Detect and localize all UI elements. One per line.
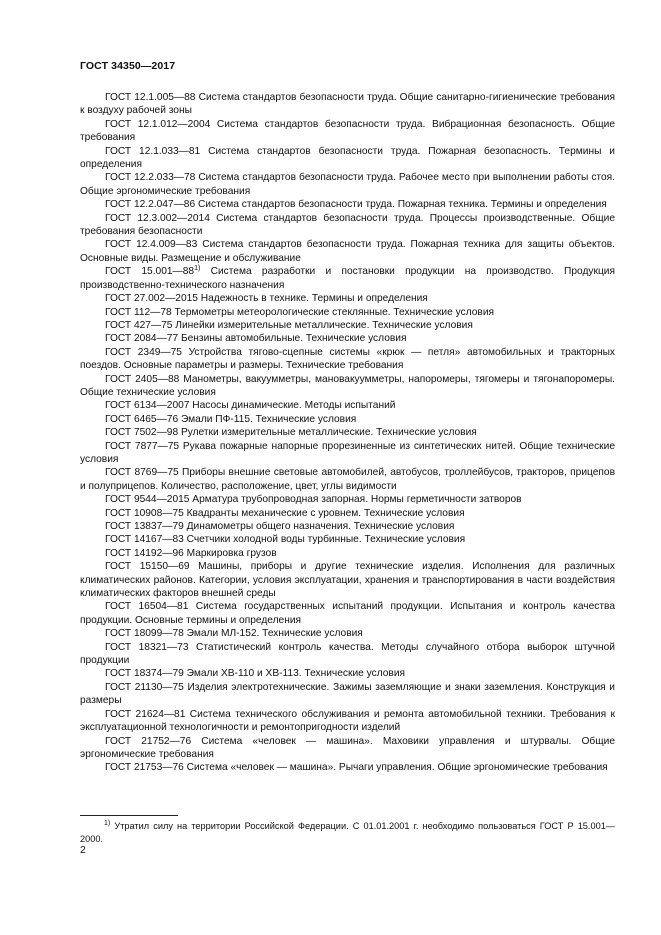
reference-item: ГОСТ 15150—69 Машины, приборы и другие технические изделия. Исполнения для различных климатических районов. Категории, условия эксплуатации, хранения и транспортирования в части воздействия климатических факторов внешней среды (80, 561, 615, 600)
reference-item: ГОСТ 10908—75 Квадранты механические с уровнем. Технические условия (105, 507, 465, 519)
reference-item: ГОСТ 21753—76 Система «человек — машина». Рычаги управления. Общие эргономические требования (105, 762, 608, 774)
reference-item: ГОСТ 16504—81 Система государственных испытаний продукции. Испытания и контроль качества продукции. Основные термины и определения (80, 601, 615, 626)
reference-item: ГОСТ 6465—76 Эмали ПФ-115. Технические условия (105, 413, 357, 425)
reference-item: ГОСТ 12.3.002—2014 Система стандартов безопасности труда. Процессы производственные. Общие требования безопасности (80, 212, 615, 238)
reference-item: ГОСТ 14192—96 Маркировка грузов (105, 547, 277, 559)
reference-item: ГОСТ 12.1.005—88 Система стандартов безопасности труда. Общие санитарно-гигиенические требования к воздуху рабочей зоны (80, 92, 615, 117)
reference-item: ГОСТ 7502—98 Рулетки измерительные металлические. Технические условия (105, 427, 477, 439)
footnote-marker: 1) (104, 820, 111, 827)
reference-item: ГОСТ 21130—75 Изделия электротехнические. Зажимы заземляющие и знаки заземления. Конструкция и размеры (80, 681, 615, 707)
reference-item (80, 265, 615, 292)
reference-item: ГОСТ 27.002—2015 Надежность в технике. Термины и определения (105, 293, 428, 305)
reference-item: ГОСТ 18321—73 Статистический контроль качества. Методы случайного отбора выборок штучной продукции (80, 641, 615, 667)
footnote-text: Утратил силу на территории Российской Федерации. С 01.01.2001 г. необходимо пользоваться ГОСТ Р 15.001—2000. (80, 821, 615, 844)
reference-item: ГОСТ 21624—81 Система технического обслуживания и ремонта автомобильной техники. Требования к эксплуатационной технологичности и ремонтопригодности изделий (80, 708, 615, 734)
document-header: ГОСТ 34350—2017 (80, 60, 176, 72)
reference-item: ГОСТ 14167—83 Счетчики холодной воды турбинные. Технические условия (105, 534, 466, 546)
reference-code: ГОСТ 15.001—88 (105, 266, 195, 278)
reference-item: ГОСТ 9544—2015 Арматура трубопроводная запорная. Нормы герметичности затворов (105, 494, 522, 506)
reference-item: ГОСТ 12.2.033—78 Система стандартов безопасности труда. Рабочее место при выполнении работы стоя. Общие эргономические требования (80, 172, 615, 197)
footnote-marker: 1) (194, 265, 201, 273)
reference-item: ГОСТ 2084—77 Бензины автомобильные. Технические условия (105, 333, 407, 345)
reference-item: ГОСТ 12.4.009—83 Система стандартов безопасности труда. Пожарная техника для защиты объектов. Основные виды. Размещение и обслуживание (80, 239, 615, 264)
reference-item: ГОСТ 13837—79 Динамометры общего назначения. Технические условия (105, 521, 455, 532)
page-number: 2 (80, 844, 86, 856)
reference-item: ГОСТ 12.1.012—2004 Система стандартов безопасности труда. Вибрационная безопасность. Общие требования (80, 118, 615, 144)
reference-item: ГОСТ 112—78 Термометры метеорологические стеклянные. Технические условия (105, 306, 495, 318)
reference-item: ГОСТ 2349—75 Устройства тягово-сцепные системы «крюк — петля» автомобильных и тракторных поездов. Основные параметры и размеры. Технические требования (80, 346, 615, 372)
reference-item: ГОСТ 12.2.047—86 Система стандартов безопасности труда. Пожарная техника. Термины и определения (105, 199, 607, 211)
reference-item: ГОСТ 427—75 Линейки измерительные металлические. Технические условия (105, 319, 473, 331)
reference-item: ГОСТ 6134—2007 Насосы динамические. Методы испытаний (105, 400, 396, 412)
reference-item: ГОСТ 7877—75 Рукава пожарные напорные прорезиненные из синтетических нитей. Общие технические условия (80, 440, 615, 465)
reference-item: ГОСТ 18099—78 Эмали МЛ-152. Технические условия (105, 628, 363, 640)
reference-item: ГОСТ 21752—76 Система «человек — машина». Маховики управления и штурвалы. Общие эргономические требования (80, 735, 615, 760)
reference-item: ГОСТ 18374—79 Эмали ХВ-110 и ХВ-113. Технические условия (105, 668, 406, 680)
references-list (80, 91, 615, 775)
footnote-divider (80, 815, 178, 816)
reference-item: ГОСТ 2405—88 Манометры, вакуумметры, мановакуумметры, напоромеры, тягомеры и тягонапоромеры. Общие технические условия (80, 373, 615, 398)
reference-title: Система разработки и постановки продукции на производство. Продукция производственно-технического назначения (80, 266, 615, 291)
reference-item: ГОСТ 8769—75 Приборы внешние световые автомобилей, автобусов, троллейбусов, тракторов, прицепов и полуприцепов. Количество, расположение, цвет, углы видимости (80, 467, 615, 492)
reference-item: ГОСТ 12.1.033—81 Система стандартов безопасности труда. Пожарная безопасность. Термины и определения (80, 145, 615, 171)
footnote (80, 820, 615, 845)
